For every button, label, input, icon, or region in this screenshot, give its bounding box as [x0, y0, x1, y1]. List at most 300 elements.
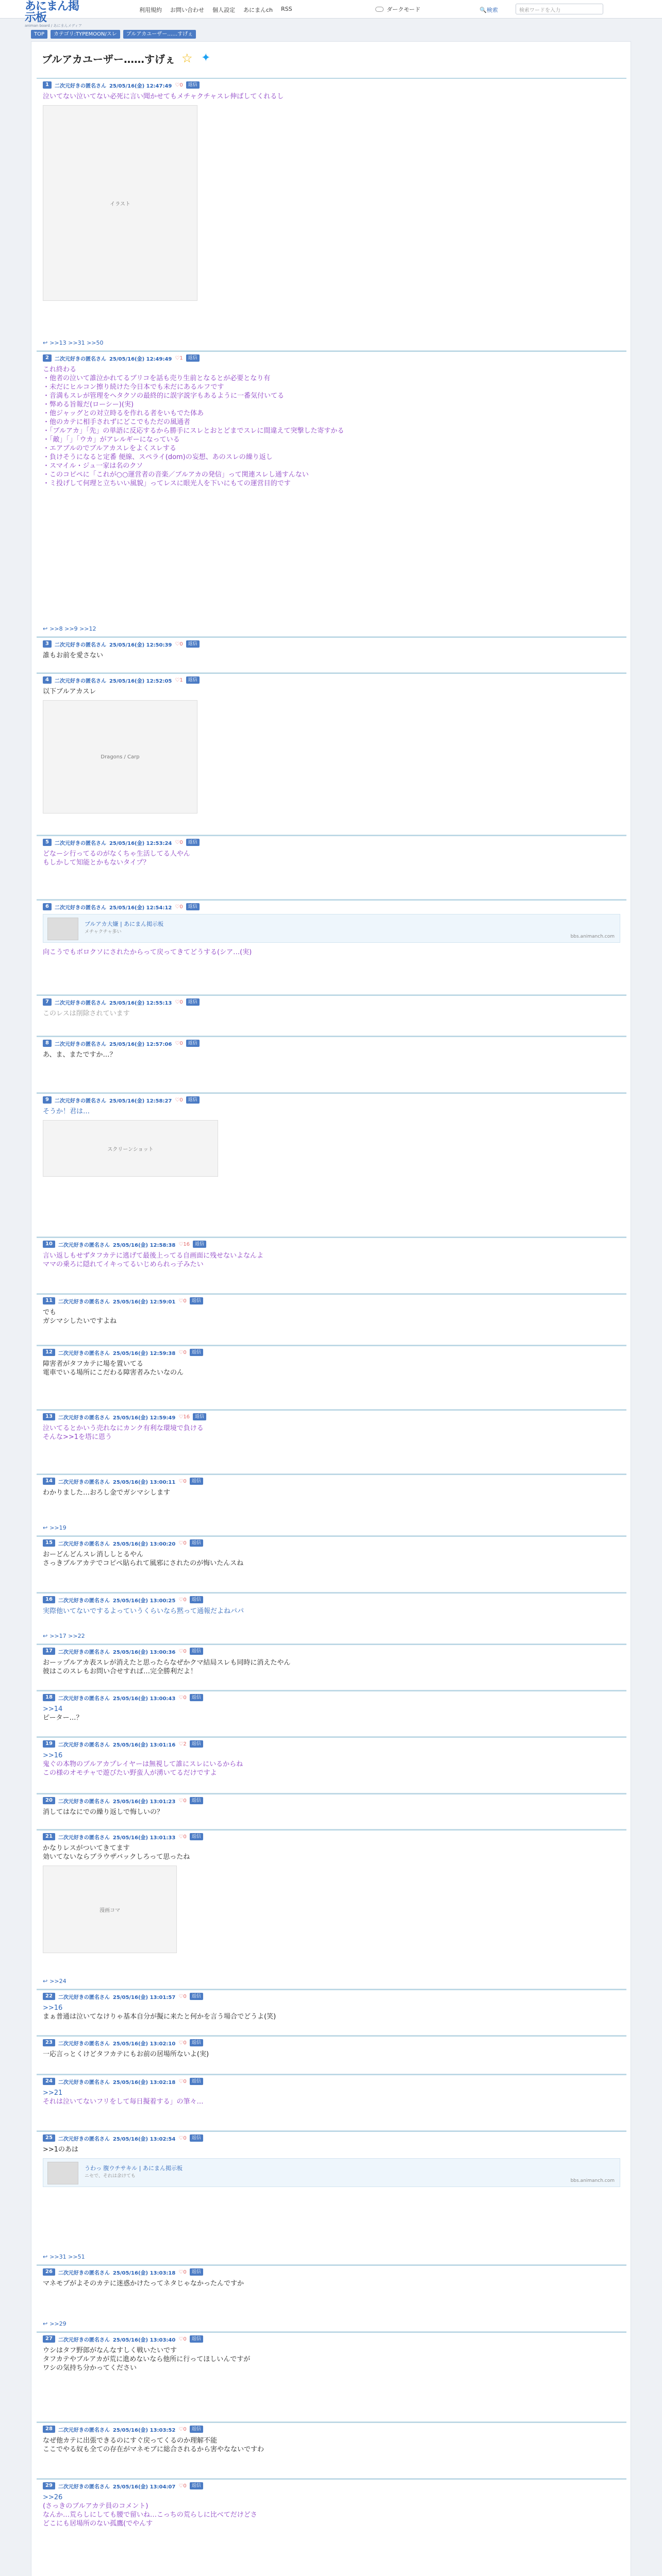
post-line: この様のオモチャで遊びたい野蛮人が湧いてるだけですよ: [43, 1769, 217, 1777]
post-header: [43, 1413, 206, 1421]
post-image[interactable]: スクリーンショット: [43, 1120, 218, 1177]
reply-refs-text[interactable]: >>17 >>22: [49, 1633, 85, 1639]
post-line[interactable]: >>14: [43, 1705, 63, 1713]
post-body: [43, 1808, 620, 1817]
search-icon: 🔍: [479, 7, 487, 13]
post: [37, 78, 626, 351]
reply-refs-text[interactable]: >>19: [49, 1524, 67, 1531]
reply-button[interactable]: 返信: [190, 2426, 203, 2433]
post-line: >>1のあは: [43, 2146, 79, 2154]
poster-name: 二次元好きの匿名さん: [58, 2270, 110, 2276]
reply-button[interactable]: 返信: [186, 839, 200, 846]
post-header: [43, 1096, 200, 1104]
poster-name: 二次元好きの匿名さん: [54, 356, 106, 362]
post-line: なぜ他カテに出張できるのにすぐ戻ってくるのか理解不能: [43, 2437, 218, 2445]
post: [37, 1036, 626, 1093]
post: [37, 1793, 626, 1829]
post: [37, 1690, 626, 1737]
post-line: まぁ普通は泣いてなけりゃ基本自分が擬に来たと何かを言う場合でどうよ(笑): [43, 2013, 276, 2021]
post: [37, 1410, 626, 1474]
post-header: [43, 2268, 203, 2276]
reply-button[interactable]: 返信: [190, 2134, 203, 2142]
post-line: 効いてないならブラウザバックしろって思ったね: [43, 1853, 190, 1861]
reply-button[interactable]: 返信: [190, 1596, 203, 1603]
post: [37, 1237, 626, 1294]
post-date: 25/05/16(金) 13:00:25: [112, 1598, 176, 1604]
post-line: でも: [43, 1309, 57, 1316]
nav-settings[interactable]: 個人設定: [212, 7, 235, 13]
post-body: [43, 92, 620, 101]
like-count[interactable]: ♡ 0: [178, 1994, 186, 1999]
post-number[interactable]: 1: [43, 81, 52, 89]
like-count[interactable]: ♡ 0: [178, 1350, 186, 1355]
post-line: 泣いてない泣いてない必死に言い聞かせてもメチャクチャスレ伸ばしてくれるし: [43, 93, 284, 100]
like-count[interactable]: ♡ 0: [178, 1649, 186, 1654]
post-body: [43, 1009, 620, 1018]
post-body: [43, 2493, 620, 2528]
post-line: どなーシ行ってるのがなくちゃ生活してる人やん: [43, 850, 190, 858]
post-body: [43, 2436, 620, 2454]
post-date: 25/05/16(金) 12:59:49: [112, 1415, 176, 1421]
poster-name: 二次元好きの匿名さん: [54, 1041, 106, 1047]
reply-button[interactable]: 返信: [190, 2039, 203, 2046]
post-line: どこにも居場所のない孤鷹(でやんす: [43, 2520, 153, 2528]
search-input[interactable]: 検索ワードを入力: [516, 4, 603, 14]
post-line: ・未だにヒルコン擦り続けた今日本でも未だにあるルフです: [43, 383, 224, 391]
like-count[interactable]: ♡ 0: [178, 2136, 186, 2141]
reply-refs[interactable]: [43, 2253, 85, 2260]
post-line: 彼はこのスレもお問い合せすれば…完全勝利だよ！: [43, 1668, 197, 1675]
post-header: [43, 2425, 203, 2433]
reply-refs[interactable]: [43, 2320, 67, 2327]
post: [37, 637, 626, 673]
like-count[interactable]: ♡ 0: [178, 2483, 186, 2489]
post-number[interactable]: 2: [43, 354, 52, 362]
reply-arrow-icon: ↩: [43, 1978, 48, 1985]
post-image[interactable]: Dragons / Carp: [43, 700, 197, 814]
post-date: 25/05/16(金) 13:03:40: [112, 2337, 176, 2343]
post-body: [43, 2145, 620, 2154]
reply-button[interactable]: 返信: [186, 676, 200, 684]
poster-name: 二次元好きの匿名さん: [54, 905, 106, 911]
post-body: [43, 365, 620, 488]
poster-name: 二次元好きの匿名さん: [54, 83, 106, 89]
post: [37, 1737, 626, 1793]
link-card-thumbnail: [47, 2162, 78, 2184]
post-number[interactable]: 20: [43, 1797, 55, 1804]
post: [37, 835, 626, 900]
like-count[interactable]: ♡ 0: [178, 1695, 186, 1701]
reply-button[interactable]: 返信: [190, 2268, 203, 2276]
poster-name: 二次元好きの匿名さん: [54, 1098, 106, 1104]
reply-arrow-icon: ↩: [43, 340, 48, 346]
reply-button[interactable]: 返信: [186, 903, 200, 910]
post-header: [43, 1477, 203, 1485]
post-number[interactable]: 28: [43, 2426, 55, 2433]
post-image[interactable]: イラスト: [43, 105, 197, 301]
nav-rss[interactable]: RSS: [281, 6, 292, 12]
link-card-snippet: ニセで、それは余けても: [85, 2174, 136, 2179]
post-header: [43, 2077, 203, 2086]
post-number[interactable]: 15: [43, 1539, 55, 1547]
post-number[interactable]: 8: [43, 1040, 52, 1047]
post-number[interactable]: 11: [43, 1297, 55, 1304]
reply-button[interactable]: 返信: [190, 1478, 203, 1485]
reply-button[interactable]: 返信: [186, 640, 200, 648]
post-line: 電車でいる場所にこだわる障害者みたいなのん: [43, 1369, 184, 1377]
poster-name: 二次元好きの匿名さん: [58, 1479, 110, 1485]
reply-button[interactable]: 返信: [190, 2335, 203, 2343]
poster-name: 二次元好きの匿名さん: [58, 2484, 110, 2490]
reply-button[interactable]: 返信: [190, 1539, 203, 1547]
post-body: [43, 687, 620, 696]
post-header: [43, 1297, 203, 1305]
post-header: [43, 2335, 203, 2343]
post-line: ここでやる奴も全ての存在がマネモブに総合されるから害やなないですわ: [43, 2446, 264, 2453]
post-line: ・「ブルアカ」「先」の単語に反応するから勝手にスレとおとどまでスレに間違えて突撃した寄すかる: [43, 427, 344, 435]
like-count[interactable]: ♡ 0: [178, 1834, 186, 1840]
post-header: [43, 1740, 203, 1748]
post-number[interactable]: 26: [43, 2268, 55, 2276]
post-number[interactable]: 27: [43, 2335, 55, 2343]
reply-refs-text[interactable]: >>13 >>31 >>50: [49, 340, 104, 346]
like-count[interactable]: ♡ 0: [178, 2269, 186, 2275]
post-date: 25/05/16(金) 13:01:57: [112, 1994, 176, 2001]
post-line[interactable]: >>26: [43, 2494, 63, 2501]
like-count[interactable]: ♡ 16: [178, 1414, 190, 1420]
like-count[interactable]: ♡ 0: [178, 1798, 186, 1804]
like-count[interactable]: ♡ 0: [178, 1540, 186, 1546]
like-count[interactable]: ♡ 0: [175, 904, 183, 910]
breadcrumb-category[interactable]: カテゴリ:TYPEMOON/スレ: [51, 30, 120, 39]
post-line: マネモブがよそのカテに迷惑かけたってネタじゃなかったんですか: [43, 2280, 244, 2287]
twitter-share-icon[interactable]: ✦: [201, 52, 211, 64]
post-date: 25/05/16(金) 13:00:20: [112, 1541, 176, 1547]
search-link-label: 検索: [486, 7, 498, 13]
reply-button[interactable]: 返信: [186, 998, 200, 1006]
link-card[interactable]: [43, 2158, 620, 2187]
reply-button[interactable]: 返信: [186, 81, 200, 89]
post-date: 25/05/16(金) 13:00:36: [112, 1649, 176, 1655]
post-line: わかりました…おろし金でガシマシします: [43, 1489, 171, 1497]
post-line[interactable]: >>21: [43, 2089, 63, 2097]
post-line: ・エアブルのでブルアカスレをよくスレする: [43, 445, 176, 452]
poster-name: 二次元好きの匿名さん: [58, 2079, 110, 2086]
post-header: [43, 1596, 203, 1604]
post-number[interactable]: 29: [43, 2482, 55, 2489]
post-header: [43, 903, 200, 911]
poster-name: 二次元好きの匿名さん: [58, 1696, 110, 1702]
post-line: それは泣いてないフリをして毎日擬着する」の筆々…: [43, 2098, 204, 2106]
link-card-url: bbs.animanch.com: [570, 934, 615, 939]
poster-name: 二次元好きの匿名さん: [58, 1350, 110, 1357]
reply-refs[interactable]: [43, 1633, 85, 1639]
post-number[interactable]: 5: [43, 839, 52, 846]
like-count[interactable]: ♡ 0: [175, 840, 183, 845]
reply-button[interactable]: 返信: [193, 1413, 206, 1420]
post-line: タフカテやブルアカが荒に進めないなら他所に行ってほしいんですが: [43, 2355, 251, 2363]
post-number[interactable]: 3: [43, 640, 52, 648]
post-line: あ、ま、またですか…？: [43, 1051, 117, 1059]
post-number[interactable]: 13: [43, 1413, 55, 1420]
post-number[interactable]: 22: [43, 1993, 55, 2000]
reply-refs[interactable]: [43, 340, 104, 346]
post-line: おーどんどんスレ消ししとるやん: [43, 1551, 144, 1558]
post-line: ワシの気持ち分かってください: [43, 2364, 137, 2372]
post-line[interactable]: >>16: [43, 1752, 63, 1759]
reply-refs-text[interactable]: >>29: [49, 2320, 67, 2327]
poster-name: 二次元好きの匿名さん: [58, 1742, 110, 1748]
reply-arrow-icon: ↩: [43, 1633, 48, 1639]
breadcrumb-top[interactable]: TOP: [31, 30, 47, 39]
reply-button[interactable]: 返信: [186, 1040, 200, 1047]
like-count[interactable]: ♡ 0: [178, 2040, 186, 2046]
thread-header: [31, 48, 631, 69]
post-body: [43, 2279, 620, 2288]
post-line: ・弊める旨報だ(ローシー)(実): [43, 401, 134, 409]
post-number[interactable]: 17: [43, 1648, 55, 1655]
poster-name: 二次元好きの匿名さん: [58, 1835, 110, 1841]
post-date: 25/05/16(金) 12:58:27: [109, 1098, 172, 1104]
post-number[interactable]: 25: [43, 2134, 55, 2142]
post-line: ・スマイル・ジュ一家は名のクソ: [43, 462, 143, 470]
post-line[interactable]: そうか！君は…: [43, 1108, 90, 1115]
post: [37, 673, 626, 835]
post-line[interactable]: 実際他いてないでするよっていうくらいなら黙って通報だよねパパ: [43, 1607, 244, 1615]
post-number[interactable]: 4: [43, 676, 52, 684]
poster-name: 二次元好きの匿名さん: [58, 1598, 110, 1604]
post-header: [43, 354, 200, 362]
post-date: 25/05/16(金) 13:03:52: [112, 2427, 176, 2433]
nav-animanch[interactable]: あにまんch: [243, 7, 273, 13]
post-body: [43, 1488, 620, 1497]
post-image[interactable]: 漫画コマ: [43, 1866, 177, 1953]
post-line: ・他ジャッグとの対立時るを作れる者をいもでた体あ: [43, 410, 204, 417]
post-body: [43, 651, 620, 660]
thread-title: ブルアカユーザー……すげぇ: [42, 53, 175, 65]
post-line: 鬼ぐの本物のブルアカプレイヤーは無視して誰にスレにいるからね: [43, 1760, 243, 1768]
like-count[interactable]: ♡ 0: [178, 2336, 186, 2342]
like-count[interactable]: ♡ 0: [175, 1041, 183, 1046]
post-line[interactable]: >>16: [43, 2004, 63, 2012]
post: [37, 1592, 626, 1644]
post-line: おーップルアカ表スレが消えたと思ったらなぜかクマ結局スレも同時に消えたやん: [43, 1659, 291, 1667]
nav-terms[interactable]: 利用規約: [139, 7, 162, 13]
post: [37, 1345, 626, 1410]
search-link[interactable]: [479, 6, 498, 14]
reply-button[interactable]: 返信: [190, 1297, 203, 1304]
post-header: [43, 998, 200, 1006]
post-number[interactable]: 7: [43, 998, 52, 1006]
like-count[interactable]: ♡ 2: [178, 1741, 186, 1747]
post: [37, 2131, 626, 2265]
post-body: [43, 1251, 620, 1269]
post-date: 25/05/16(金) 13:02:10: [112, 2041, 176, 2047]
post-date: 25/05/16(金) 12:49:49: [109, 356, 172, 362]
post-body: [43, 1550, 620, 1568]
post: [37, 2265, 626, 2332]
post: [37, 1829, 626, 1989]
post: [37, 1294, 626, 1345]
reply-button[interactable]: 返信: [193, 1241, 206, 1248]
link-card-snippet: メチャクチャ多い: [85, 929, 122, 935]
toggle-icon: [375, 7, 384, 12]
reply-button[interactable]: 返信: [190, 1797, 203, 1804]
post-date: 25/05/16(金) 13:03:18: [112, 2270, 176, 2276]
top-nav: [139, 6, 301, 14]
reply-refs-text[interactable]: >>31 >>51: [49, 2253, 85, 2260]
post-body: [43, 1308, 620, 1326]
post-line: かなりレスがついてきてます: [43, 1844, 130, 1852]
post-line: ・ミ投げして何理と立ちいい風貌」ってレスに眼光人を下いにもての運営目的です: [43, 480, 291, 487]
post-body: [43, 1751, 620, 1777]
like-count[interactable]: ♡ 0: [175, 641, 183, 647]
reply-refs[interactable]: [43, 1978, 67, 1985]
reply-button[interactable]: 返信: [190, 1349, 203, 1356]
post-header: [43, 640, 200, 648]
link-card-url: bbs.animanch.com: [570, 2178, 615, 2183]
post-header: [43, 1240, 206, 1248]
reply-button[interactable]: 返信: [186, 1096, 200, 1104]
post-body: [43, 2346, 620, 2372]
post-number[interactable]: 14: [43, 1478, 55, 1485]
post-line: ピーター…？: [43, 1714, 83, 1722]
post-body: [43, 850, 620, 867]
dark-mode-label: ダークモード: [387, 6, 421, 13]
like-count[interactable]: ♡ 0: [178, 1597, 186, 1603]
poster-name: 二次元好きの匿名さん: [54, 642, 106, 648]
post-number[interactable]: 9: [43, 1096, 52, 1104]
post-number[interactable]: 19: [43, 1740, 55, 1748]
nav-contact[interactable]: お問い合わせ: [170, 7, 204, 13]
post-date: 25/05/16(金) 12:59:01: [112, 1299, 176, 1305]
link-card-title: ブルアカ大嫌 | あにまん掲示板: [85, 921, 164, 927]
post: [37, 351, 626, 637]
post-body: [43, 2089, 620, 2106]
poster-name: 二次元好きの匿名さん: [58, 1994, 110, 2001]
post-number[interactable]: 6: [43, 903, 52, 910]
reply-button[interactable]: 返信: [190, 1694, 203, 1701]
post-number[interactable]: 23: [43, 2039, 55, 2046]
post-date: 25/05/16(金) 13:01:16: [112, 1742, 176, 1748]
post-date: 25/05/16(金) 13:00:11: [112, 1479, 176, 1485]
post-body: [43, 948, 620, 957]
reply-button[interactable]: 返信: [190, 2078, 203, 2085]
post-line: これ終わる: [43, 366, 77, 374]
link-card-thumbnail: [47, 918, 78, 940]
breadcrumb-thread[interactable]: ブルアカユーザー……すげぇ: [123, 30, 196, 39]
post-header: [43, 2039, 203, 2047]
post-body: [43, 1424, 620, 1442]
like-count[interactable]: ♡ 0: [178, 2427, 186, 2432]
reply-button[interactable]: 返信: [190, 1648, 203, 1655]
post-body: [43, 1658, 620, 1676]
post-number[interactable]: 12: [43, 1349, 55, 1356]
breadcrumb: [31, 30, 196, 39]
like-count[interactable]: ♡ 0: [178, 2079, 186, 2084]
post: [37, 1093, 626, 1237]
reply-refs[interactable]: [43, 1524, 67, 1531]
post-line: ガシマシしたいですよね: [43, 1317, 117, 1325]
site-logo[interactable]: [25, 0, 87, 28]
reply-refs[interactable]: [43, 625, 96, 632]
poster-name: 二次元好きの匿名さん: [58, 1415, 110, 1421]
reply-refs-text[interactable]: >>8 >>9 >>12: [49, 625, 96, 632]
reply-button[interactable]: 返信: [190, 1993, 203, 2000]
post-number[interactable]: 18: [43, 1694, 55, 1701]
like-count[interactable]: ♡ 16: [178, 1242, 190, 1247]
poster-name: 二次元好きの匿名さん: [58, 1299, 110, 1305]
like-count[interactable]: ♡ 0: [178, 1298, 186, 1304]
post-line: 以下ブルアカスレ: [43, 688, 96, 696]
post: [37, 2036, 626, 2074]
top-bar: [0, 0, 662, 28]
post: [37, 1989, 626, 2036]
reply-button[interactable]: 返信: [190, 1833, 203, 1840]
post-header: [43, 81, 200, 89]
post-line: 一応言っとくけどタフカテにもお前の居場所ないよ(実): [43, 2050, 209, 2058]
post-header: [43, 1693, 203, 1702]
post-number[interactable]: 10: [43, 1241, 55, 1248]
post-date: 25/05/16(金) 13:04:07: [112, 2484, 176, 2490]
like-count[interactable]: ♡ 1: [175, 355, 183, 361]
reply-arrow-icon: ↩: [43, 2320, 48, 2327]
like-count[interactable]: ♡ 0: [175, 82, 183, 88]
post: [37, 2422, 626, 2479]
post-date: 25/05/16(金) 12:57:06: [109, 1041, 172, 1047]
post-body: [43, 1844, 620, 1861]
post-line: ・負けそうになると定番 便線、スペライ(dom)の妄想、あのスレの繰り返し: [43, 453, 273, 461]
reply-button[interactable]: 返信: [190, 2482, 203, 2489]
poster-name: 二次元好きの匿名さん: [58, 2337, 110, 2343]
reply-arrow-icon: ↩: [43, 2253, 48, 2260]
post-body: [43, 1607, 620, 1616]
dark-mode-toggle[interactable]: [375, 5, 421, 13]
post: [37, 900, 626, 995]
like-count[interactable]: ♡ 0: [175, 1097, 183, 1103]
post-date: 25/05/16(金) 13:00:43: [112, 1696, 176, 1702]
like-count[interactable]: ♡ 1: [175, 677, 183, 683]
post-line: 向こうでもボロクソにされたからって戻ってきてどうする(シア…(実): [43, 948, 252, 956]
reply-button[interactable]: 返信: [186, 354, 200, 362]
reply-button[interactable]: 返信: [190, 1740, 203, 1748]
post-line: 消してはなにでの繰り返しで悔しいの？: [43, 1808, 164, 1816]
reply-refs-text[interactable]: >>24: [49, 1978, 67, 1985]
post-header: [43, 838, 200, 846]
post-number[interactable]: 21: [43, 1833, 55, 1840]
post-date: 25/05/16(金) 12:52:05: [109, 678, 172, 684]
post-date: 25/05/16(金) 13:01:23: [112, 1799, 176, 1805]
post-header: [43, 1348, 203, 1357]
post: [37, 2074, 626, 2131]
post-body: [43, 1360, 620, 1377]
post-body: [43, 2004, 620, 2021]
link-card[interactable]: [43, 914, 620, 943]
post-date: 25/05/16(金) 12:47:49: [109, 83, 172, 89]
favorite-star-icon[interactable]: ☆: [181, 51, 193, 65]
post-line: そんな>>1を塔に恩う: [43, 1433, 112, 1441]
post-header: [43, 1647, 203, 1655]
post-header: [43, 1833, 203, 1841]
post-number[interactable]: 24: [43, 2078, 55, 2085]
post-date: 25/05/16(金) 13:01:33: [112, 1835, 176, 1841]
like-count[interactable]: ♡ 0: [178, 1479, 186, 1484]
poster-name: 二次元好きの匿名さん: [58, 1242, 110, 1248]
like-count[interactable]: ♡ 0: [175, 999, 183, 1005]
post-header: [43, 1797, 203, 1805]
post-line: もしかして知能とかもないタイプ？: [43, 859, 150, 867]
post-number[interactable]: 16: [43, 1596, 55, 1603]
